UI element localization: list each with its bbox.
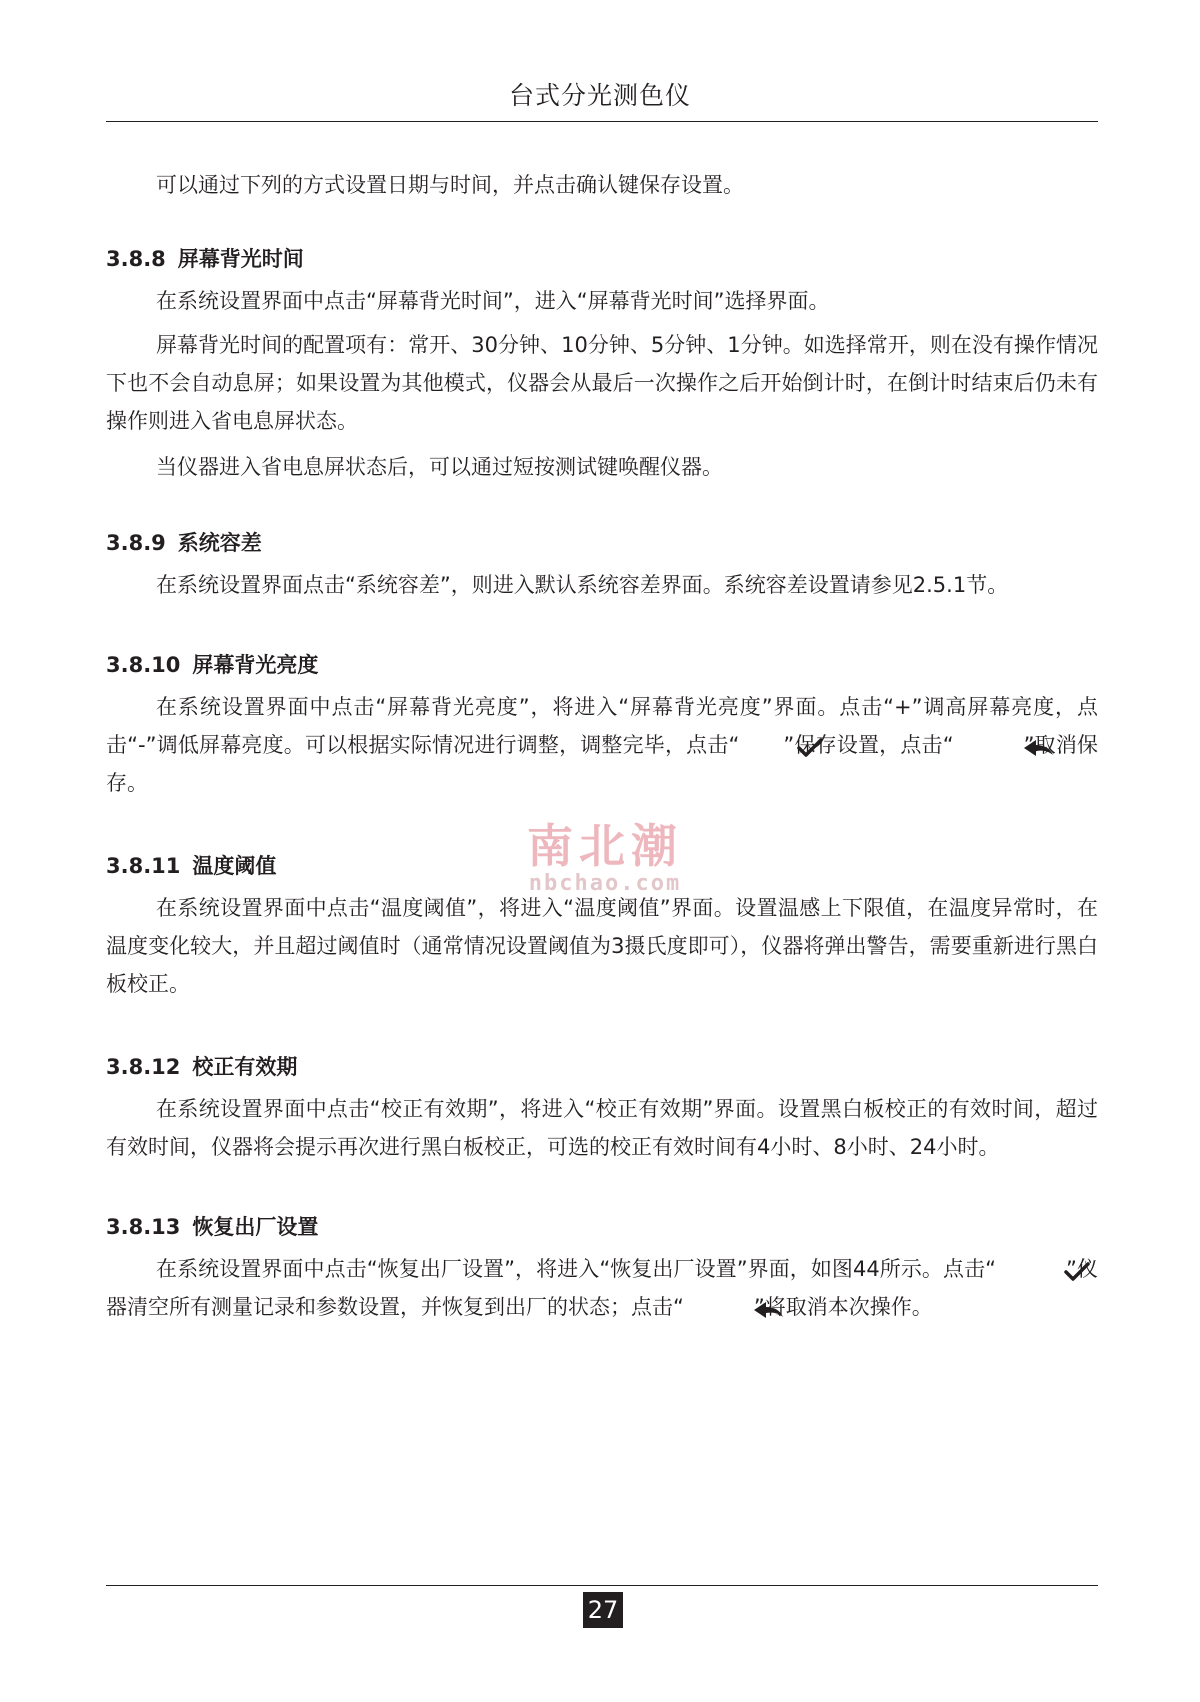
section-number: 3.8.12: [106, 1055, 181, 1079]
section-heading-3-8-8: [106, 244, 304, 274]
watermark: [515, 820, 695, 896]
paragraph: [106, 1250, 1098, 1326]
text-run: ”将取消本次操作。: [753, 1295, 933, 1319]
paragraph: 在系统设置界面中点击“校正有效期”，将进入“校正有效期”界面。设置黑白板校正的有效时间，超过有效时间，仪器将会提示再次进行黑白板校正，可选的校正有效时间有4小时、8小时、24小时。: [106, 1097, 1098, 1159]
section-title: 校正有效期: [192, 1055, 298, 1079]
section-title: 屏幕背光时间: [177, 247, 304, 271]
paragraph: [106, 688, 1098, 802]
section-title: 系统容差: [177, 531, 262, 555]
page-number: 27: [583, 1592, 623, 1628]
section-number: 3.8.13: [106, 1215, 181, 1239]
section-title: 温度阈值: [192, 854, 277, 878]
back-arrow-icon: [954, 734, 1024, 758]
check-icon: [996, 1258, 1066, 1282]
section-number: 3.8.8: [106, 247, 166, 271]
intro-paragraph: 可以通过下列的方式设置日期与时间，并点击确认键保存设置。: [156, 173, 744, 197]
paragraph: 在系统设置界面点击“系统容差”，则进入默认系统容差界面。系统容差设置请参见2.5.1节。: [156, 573, 1009, 597]
section-heading-3-8-13: [106, 1212, 318, 1242]
footer-divider: [106, 1585, 1098, 1586]
text-run: 在系统设置界面中点击“恢复出厂设置”，将进入“恢复出厂设置”界面，如图44所示。点击“: [156, 1257, 997, 1281]
section-heading-3-8-11: [106, 851, 276, 881]
section-number: 3.8.11: [106, 854, 181, 878]
paragraph: 当仪器进入省电息屏状态后，可以通过短按测试键唤醒仪器。: [156, 455, 723, 479]
section-number: 3.8.10: [106, 653, 181, 677]
paragraph: 屏幕背光时间的配置项有：常开、30分钟、10分钟、5分钟、1分钟。如选择常开，则在没有操作情况下也不会自动息屏；如果设置为其他模式，仪器会从最后一次操作之后开始倒计时，在倒计时结束后仍未有操作则进入省电息屏状态。: [106, 333, 1098, 433]
check-icon: [739, 734, 783, 758]
back-arrow-icon: [684, 1296, 754, 1320]
text-run: ”保存设置，点击“: [783, 733, 954, 757]
header-divider: [106, 121, 1098, 122]
section-title: 恢复出厂设置: [192, 1215, 319, 1239]
section-title: 屏幕背光亮度: [192, 653, 319, 677]
watermark-url-text: nbchao.com: [528, 871, 682, 896]
paragraph: 在系统设置界面中点击“温度阈值”，将进入“温度阈值”界面。设置温感上下限值，在温度异常时，在温度变化较大，并且超过阈值时（通常情况设置阈值为3摄氏度即可），仪器将弹出警告，需要重新进行黑白板校正。: [106, 896, 1098, 996]
page-header-title: 台式分光测色仪: [508, 81, 691, 110]
text-run: ”取消保存。: [106, 733, 1098, 795]
text-run: 在系统设置界面中点击“屏幕背光亮度”，将进入“屏幕背光亮度”界面。点击“+”调高屏幕亮度，点击“-”调低屏幕亮度。可以根据实际情况进行调整，调整完毕，点击“: [106, 695, 1098, 757]
section-heading-3-8-10: [106, 650, 318, 680]
section-number: 3.8.9: [106, 531, 166, 555]
text-run: ”仪器清空所有测量记录和参数设置，并恢复到出厂的状态；点击“: [106, 1257, 1098, 1319]
section-heading-3-8-12: [106, 1052, 297, 1082]
watermark-logo-text: 南北潮: [527, 819, 683, 873]
section-heading-3-8-9: [106, 528, 262, 558]
paragraph: 在系统设置界面中点击“屏幕背光时间”，进入“屏幕背光时间”选择界面。: [156, 289, 830, 313]
